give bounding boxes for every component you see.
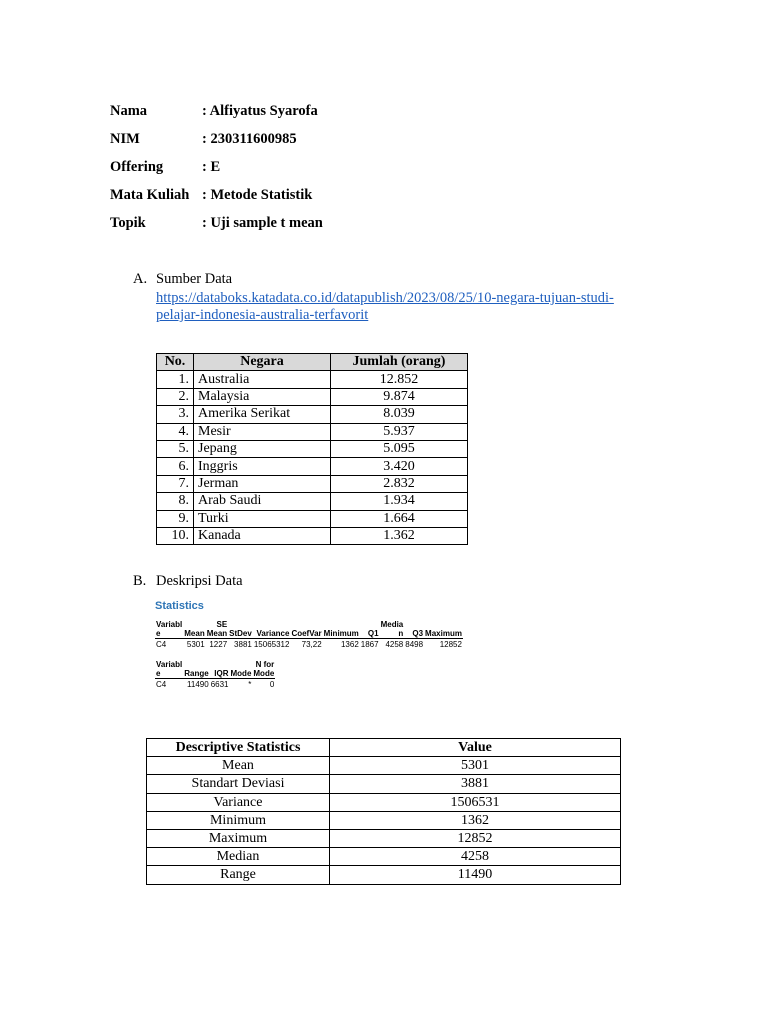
cell-no: 8. — [157, 493, 194, 510]
table-row — [157, 527, 468, 544]
cell-stat-name: Mean — [147, 757, 330, 775]
mt-cell: 1867 — [360, 640, 379, 649]
cell-jumlah: 2.832 — [331, 475, 468, 492]
mt-col-q1: Q1 — [360, 620, 380, 639]
mt-cell: 15065312 — [253, 640, 290, 649]
mt-col-mode: Mode — [230, 660, 253, 679]
header-label: NIM — [110, 131, 140, 147]
mt-col-se-mean: SE Mean — [206, 620, 228, 638]
header-value: : Uji sample t mean — [202, 215, 323, 231]
cell-stat-value: 11490 — [330, 866, 621, 884]
cell-stat-value: 12852 — [330, 829, 621, 847]
mt-cell: 1362 — [340, 640, 359, 649]
mt-col-variable: Variabl e — [156, 660, 183, 678]
table-row — [147, 866, 621, 884]
header-label: Offering — [110, 159, 164, 175]
cell-no: 3. — [157, 406, 194, 423]
cell-jumlah: 3.420 — [331, 458, 468, 475]
cell-stat-name: Median — [147, 848, 330, 866]
cell-negara: Inggris — [194, 458, 331, 475]
mt-cell: 12852 — [439, 640, 462, 649]
cell-stat-value: 5301 — [330, 757, 621, 775]
mt-cell: C4 — [156, 640, 167, 649]
cell-negara: Jepang — [194, 440, 331, 457]
section-b-title: Deskripsi Data — [156, 573, 243, 589]
col-header-descriptive: Descriptive Statistics — [147, 739, 330, 757]
section-a-marker: A. — [133, 271, 148, 287]
cell-negara: Arab Saudi — [194, 493, 331, 510]
header-label: Mata Kuliah — [110, 187, 190, 203]
cell-jumlah: 1.934 — [331, 493, 468, 510]
cell-negara: Mesir — [194, 423, 331, 440]
cell-stat-name: Standart Deviasi — [147, 775, 330, 793]
source-link-line1[interactable]: https://databoks.katadata.co.id/datapublish/2023/08/25/10-negara-tujuan-studi- — [156, 290, 614, 306]
mt-col-variable: Variabl e — [156, 620, 183, 638]
minitab-range-table — [155, 660, 275, 690]
cell-no: 9. — [157, 510, 194, 527]
col-header-value: Value — [330, 739, 621, 757]
table-row — [147, 757, 621, 775]
minitab-header-row — [155, 620, 463, 639]
mt-col-minimum: Minimum — [323, 620, 360, 639]
cell-negara: Jerman — [194, 475, 331, 492]
table-header-row — [157, 354, 468, 371]
mt-cell: C4 — [156, 680, 167, 689]
table-row — [147, 793, 621, 811]
cell-no: 1. — [157, 371, 194, 388]
table-row — [157, 458, 468, 475]
cell-jumlah: 1.362 — [331, 527, 468, 544]
col-header-negara: Negara — [194, 354, 331, 371]
cell-stat-name: Range — [147, 866, 330, 884]
section-b-marker: B. — [133, 573, 147, 589]
section-a-title: Sumber Data — [156, 271, 233, 287]
cell-negara: Turki — [194, 510, 331, 527]
mt-col-variance: Variance — [253, 620, 291, 639]
cell-jumlah: 12.852 — [331, 371, 468, 388]
descriptive-stats-table — [146, 738, 621, 885]
minitab-data-row — [155, 679, 275, 691]
mt-col-range: Range — [183, 660, 209, 679]
mt-cell: * — [248, 680, 252, 689]
table-row — [147, 848, 621, 866]
table-row — [147, 829, 621, 847]
mt-cell: 5301 — [186, 640, 205, 649]
mt-cell: 11490 — [187, 680, 209, 689]
mt-cell: 4258 — [385, 640, 404, 649]
cell-no: 5. — [157, 440, 194, 457]
cell-jumlah: 9.874 — [331, 388, 468, 405]
cell-negara: Kanada — [194, 527, 331, 544]
header-value: : Metode Statistik — [202, 187, 313, 203]
mt-cell: 3881 — [234, 640, 252, 649]
cell-stat-name: Variance — [147, 793, 330, 811]
header-label: Nama — [110, 103, 148, 119]
cell-negara: Amerika Serikat — [194, 406, 331, 423]
cell-stat-name: Maximum — [147, 829, 330, 847]
mt-cell: 6631 — [210, 680, 229, 689]
header-label: Topik — [110, 215, 146, 231]
table-row — [157, 475, 468, 492]
cell-negara: Australia — [194, 371, 331, 388]
table-row — [157, 423, 468, 440]
cell-stat-value: 3881 — [330, 775, 621, 793]
cell-jumlah: 5.095 — [331, 440, 468, 457]
mt-col-stdev: StDev — [228, 620, 253, 639]
table-row — [157, 388, 468, 405]
country-table — [156, 353, 468, 545]
cell-stat-value: 1362 — [330, 811, 621, 829]
mt-cell: 73,22 — [301, 640, 322, 649]
col-header-jumlah: Jumlah (orang) — [331, 354, 468, 371]
table-header-row — [147, 739, 621, 757]
mt-cell: 1227 — [209, 640, 228, 649]
header-value: : Alfiyatus Syarofa — [202, 103, 318, 119]
cell-jumlah: 1.664 — [331, 510, 468, 527]
table-row — [147, 811, 621, 829]
table-row — [147, 775, 621, 793]
minitab-stats-table — [155, 620, 463, 650]
table-row — [157, 440, 468, 457]
header-value: : E — [202, 159, 221, 175]
cell-no: 2. — [157, 388, 194, 405]
mt-col-coefvar: CoefVar — [290, 620, 322, 639]
header-value: : 230311600985 — [202, 131, 297, 147]
table-row — [157, 371, 468, 388]
mt-col-n-for-mode: N for Mode — [253, 660, 275, 678]
cell-jumlah: 8.039 — [331, 406, 468, 423]
mt-col-maximum: Maximum — [424, 620, 463, 639]
minitab-data-row — [155, 639, 463, 651]
source-link-line2[interactable]: pelajar-indonesia-australia-terfavorit — [156, 307, 369, 323]
table-row — [157, 493, 468, 510]
minitab-header-row — [155, 660, 275, 679]
cell-stat-name: Minimum — [147, 811, 330, 829]
cell-no: 4. — [157, 423, 194, 440]
mt-cell: 8498 — [405, 640, 424, 649]
cell-stat-value: 1506531 — [330, 793, 621, 811]
cell-no: 7. — [157, 475, 194, 492]
mt-col-median: Media n — [380, 620, 404, 638]
mt-col-iqr: IQR — [210, 660, 230, 679]
mt-col-mean: Mean — [183, 620, 205, 639]
cell-stat-value: 4258 — [330, 848, 621, 866]
cell-jumlah: 5.937 — [331, 423, 468, 440]
cell-no: 6. — [157, 458, 194, 475]
mt-cell: 0 — [269, 680, 275, 689]
cell-negara: Malaysia — [194, 388, 331, 405]
minitab-statistics-title: Statistics — [155, 600, 204, 612]
col-header-no: No. — [157, 354, 194, 371]
cell-no: 10. — [157, 527, 194, 544]
table-row — [157, 406, 468, 423]
mt-col-q3: Q3 — [404, 620, 424, 639]
table-row — [157, 510, 468, 527]
